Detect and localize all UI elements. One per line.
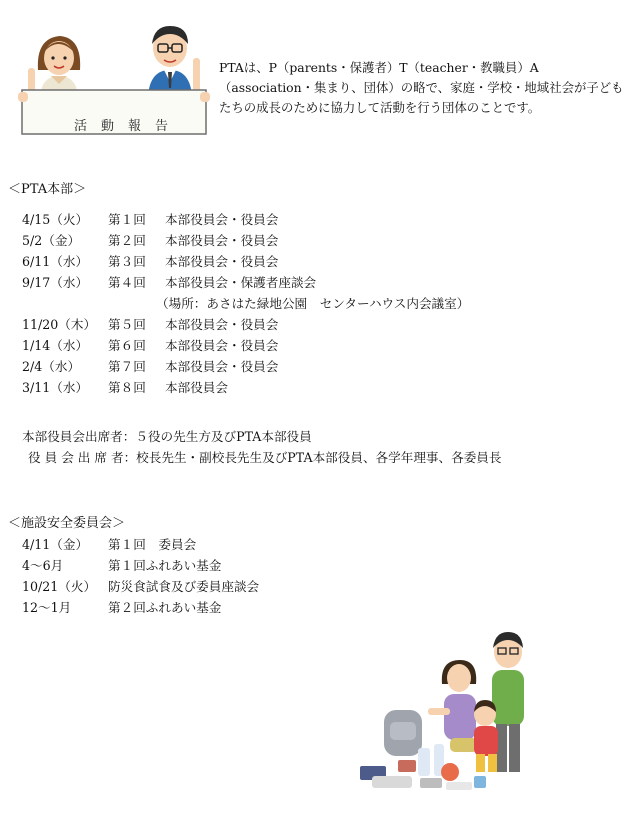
list-item xyxy=(22,251,622,272)
list-item xyxy=(22,314,622,335)
attendees-line-officers: 役 員 会 出 席 者：校長先生・副校長先生及びPTA本部役員、各学年理事、各委員長 xyxy=(28,450,502,465)
event-number: 第５回 xyxy=(108,317,146,332)
attendees-block xyxy=(22,426,622,468)
event-number: 第８回 xyxy=(108,380,146,395)
event-title: 本部役員会・役員会 xyxy=(165,212,279,227)
event-title: 本部役員会 xyxy=(165,380,228,395)
event-date: 1/14（水） xyxy=(22,338,89,353)
event-number: 第２回 xyxy=(108,233,146,248)
event-number: 第３回 xyxy=(108,254,146,269)
event-title: 本部役員会・役員会 xyxy=(165,338,279,353)
event-title: 本部役員会・役員会 xyxy=(165,233,279,248)
event-date: 10/21（火） xyxy=(22,579,97,594)
event-title: 本部役員会・保護者座談会 xyxy=(165,275,317,290)
child-figure-icon xyxy=(474,700,498,772)
event-title: 第１回 委員会 xyxy=(108,537,197,552)
woman-figure-icon xyxy=(28,36,80,96)
event-date: 3/11（水） xyxy=(22,380,89,395)
event-date: 9/17（水） xyxy=(22,275,89,290)
list-item xyxy=(22,377,622,398)
event-title: 本部役員会・役員会 xyxy=(165,254,279,269)
safety-section-heading: ＜施設安全委員会＞ xyxy=(8,516,126,531)
event-date: 11/20（木） xyxy=(22,317,97,332)
list-item xyxy=(22,209,622,230)
list-item xyxy=(22,597,622,618)
header-illustration xyxy=(18,18,210,136)
event-date: 12～1月 xyxy=(22,600,72,615)
family-with-supplies-icon xyxy=(358,626,544,798)
list-item xyxy=(22,356,622,377)
list-item xyxy=(22,293,622,314)
event-title: 本部役員会・役員会 xyxy=(165,317,279,332)
event-title: 本部役員会・役員会 xyxy=(165,359,279,374)
event-date: 5/2（金） xyxy=(22,233,81,248)
event-number: 第１回 xyxy=(108,212,146,227)
sign-label: 活動報告 xyxy=(73,119,182,134)
attendees-line-executive: 本部役員会出席者：５役の先生方及びPTA本部役員 xyxy=(22,429,312,444)
event-title: 第２回ふれあい基金 xyxy=(108,600,222,615)
event-date: 6/11（水） xyxy=(22,254,89,269)
intro-text: PTAは、P（parents・保護者）T（teacher・教職員）A（association・集まり、団体）の略で、家庭・学校・地域社会が子どもたちの成長のために協力して活動を行う団体のことです。 xyxy=(219,60,624,115)
list-item xyxy=(22,576,622,597)
event-title: 第１回ふれあい基金 xyxy=(108,558,222,573)
event-date: 2/4（水） xyxy=(22,359,81,374)
pta-section-heading: ＜PTA本部＞ xyxy=(8,182,87,197)
event-date: 4～6月 xyxy=(22,558,64,573)
list-item xyxy=(22,335,622,356)
event-date: 4/15（火） xyxy=(22,212,89,227)
list-item xyxy=(22,272,622,293)
list-item xyxy=(22,230,622,251)
event-location: （場所：あさはた緑地公園 センターハウス内会議室） xyxy=(156,296,470,311)
mother-figure-icon xyxy=(428,660,478,752)
event-number: 第７回 xyxy=(108,359,146,374)
event-title: 防災食試食及び委員座談会 xyxy=(108,579,260,594)
event-date: 4/11（金） xyxy=(22,537,89,552)
event-number: 第４回 xyxy=(108,275,146,290)
event-number: 第６回 xyxy=(108,338,146,353)
family-emergency-supplies-illustration xyxy=(358,626,544,798)
man-figure-icon xyxy=(148,26,200,96)
list-item xyxy=(22,534,622,555)
list-item xyxy=(22,555,622,576)
